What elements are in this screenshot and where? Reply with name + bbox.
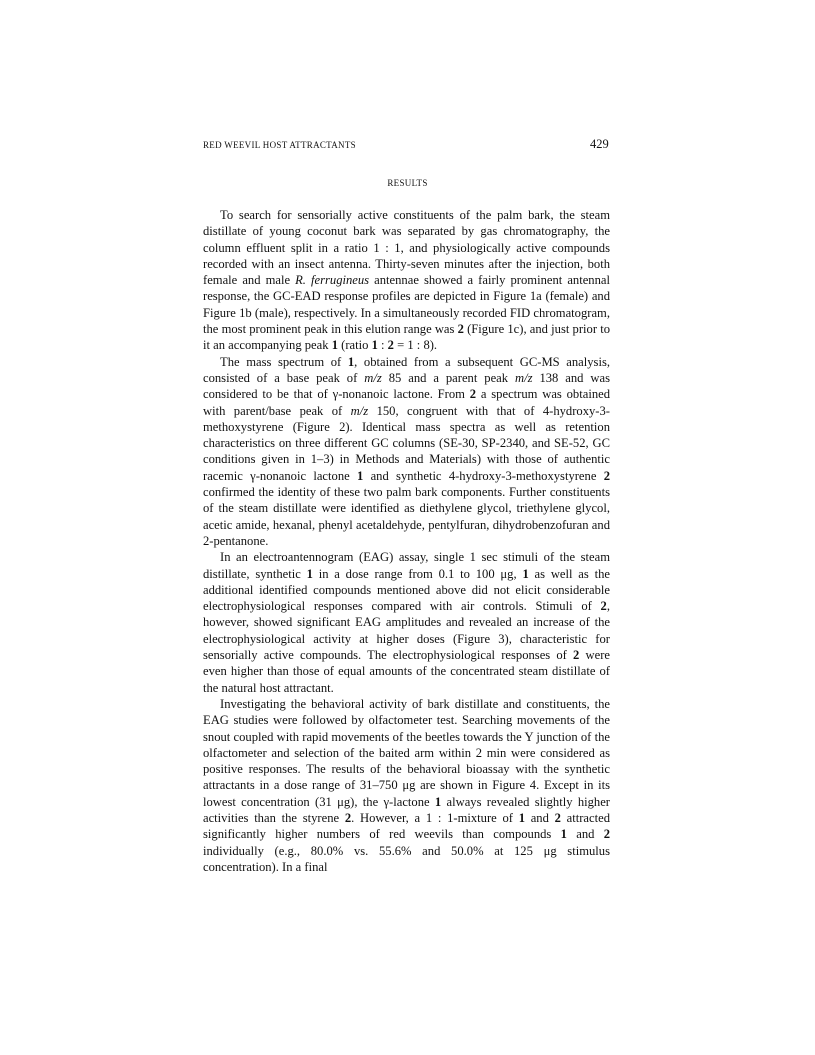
compound-number: 2 xyxy=(457,322,464,337)
text-run: confirmed the identity of these two palm bark components. Further constituents of the steam distillate were identified as diethylene glycol, triethylene glycol, acetic amide, hexanal, phenyl acetaldehyde, pentylfuran, dihydrobenzofuran and 2-pentanone. xyxy=(203,485,610,548)
text-run: , obtained from a subsequent GC-MS analysis, consisted of a base peak of xyxy=(203,354,610,385)
paragraph xyxy=(203,696,610,875)
text-run: In an electroantennogram (EAG) assay, single 1 sec stimuli of the steam distillate, synthetic xyxy=(203,550,610,581)
text-run: and xyxy=(524,810,555,825)
text-run: 138 and was considered to be that of γ-nonanoic lactone. From xyxy=(203,370,611,402)
compound-number: 2 xyxy=(387,338,394,353)
text-run: antennae showed a fairly prominent antennal response, the GC-EAD response profiles are depicted in Figure 1a (female) and Figure 1b (male), respectively. In a simultaneously recorded FID chromatogram, the most prominent peak in this elution range was xyxy=(203,273,610,337)
paragraph xyxy=(203,207,610,354)
running-head-title: RED WEEVIL HOST ATTRACTANTS xyxy=(203,140,356,150)
compound-number: 2 xyxy=(603,827,611,842)
text-run: always revealed slightly higher activities than the styrene xyxy=(203,794,611,825)
compound-number: 2 xyxy=(554,810,561,825)
text-run: a spectrum was obtained with parent/base peak of xyxy=(203,387,610,418)
text-run: 85 and a parent peak xyxy=(381,370,516,385)
italic-run: m/z xyxy=(515,370,533,385)
text-run: Investigating the behavioral activity of bark distillate and constituents, the EAG studies were followed by olfactometer test. Searching movements of the snout coupled with rapid movements of the beetles towards the Y junction of the olfactometer and selection of the baited arm within 2 min were considered as positive responses. The results of the behavioral bioassay with the synthetic attractants in a dose range of 31–750 μg are shown in Figure 4. Except in its lowest concentration (31 μg), the γ-lactone xyxy=(203,696,610,809)
paragraph xyxy=(203,549,610,696)
compound-number: 1 xyxy=(518,810,525,825)
text-run: : xyxy=(377,338,388,353)
compound-number: 1 xyxy=(434,794,442,809)
paragraph xyxy=(203,354,610,550)
compound-number: 1 xyxy=(522,566,529,581)
compound-number: 2 xyxy=(600,599,607,614)
text-run: 150, congruent with that of 4-hydroxy-3-methoxystyrene (Figure 2). Identical mass spectra as well as retention characteristics on three different GC columns (SE-30, SP-2340, and SE-52, GC conditions given in 1–3) in Methods and Materials) with those of authentic racemic γ-nonanoic lactone xyxy=(203,403,610,483)
compound-number: 1 xyxy=(331,338,338,353)
section-heading: RESULTS xyxy=(387,178,428,188)
text-run: in a dose range from 0.1 to 100 μg, xyxy=(312,566,523,581)
compound-number: 2 xyxy=(603,468,610,483)
text-run: . However, a 1 : 1-mixture of xyxy=(351,810,519,825)
text-run: individually (e.g., 80.0% vs. 55.6% and 50.0% at 125 μg stimulus concentration). In a final xyxy=(203,843,610,874)
italic-run: m/z xyxy=(350,403,369,418)
text-run: were even higher than those of equal amounts of the concentrated steam distillate of the natural host attractant. xyxy=(203,648,610,695)
compound-number: 1 xyxy=(347,354,355,369)
text-run: To search for sensorially active constituents of the palm bark, the steam distillate of young coconut bark was separated by gas chromatography, the column effluent split in a ratio 1 : 1, and physiologically active compounds recorded with an insect antenna. Thirty-seven minutes after the injection, both female and male xyxy=(203,208,610,288)
compound-number: 2 xyxy=(344,810,352,825)
text-run: as well as the additional identified compounds mentioned above did not elicit considerable electrophysiological responses compared with air controls. Stimuli of xyxy=(203,566,610,614)
text-run: The mass spectrum of xyxy=(220,354,348,369)
text-run: and synthetic 4-hydroxy-3-methoxystyrene xyxy=(363,468,604,483)
italic-run: m/z xyxy=(364,370,382,385)
text-run: attracted significantly higher numbers of red weevils than compounds xyxy=(203,810,610,842)
compound-number: 1 xyxy=(306,566,313,581)
compound-number: 1 xyxy=(371,338,378,353)
text-run: (ratio xyxy=(337,338,372,353)
text-run: , however, showed significant EAG amplitudes and revealed an increase of the electrophysiological activity at higher doses (Figure 3), characteristic for sensorially active compounds. The electrophysiological responses of xyxy=(203,599,610,663)
italic-run: R. ferrugineus xyxy=(295,273,370,288)
compound-number: 1 xyxy=(560,827,567,842)
text-run: = 1 : 8). xyxy=(393,338,438,353)
text-run: (Figure 1c), and just prior to it an accompanying peak xyxy=(203,322,610,353)
compound-number: 1 xyxy=(357,468,364,483)
text-run: and xyxy=(566,827,604,842)
body-text xyxy=(203,207,610,875)
compound-number: 2 xyxy=(573,648,580,663)
page-number: 429 xyxy=(590,137,609,151)
compound-number: 2 xyxy=(469,387,477,402)
